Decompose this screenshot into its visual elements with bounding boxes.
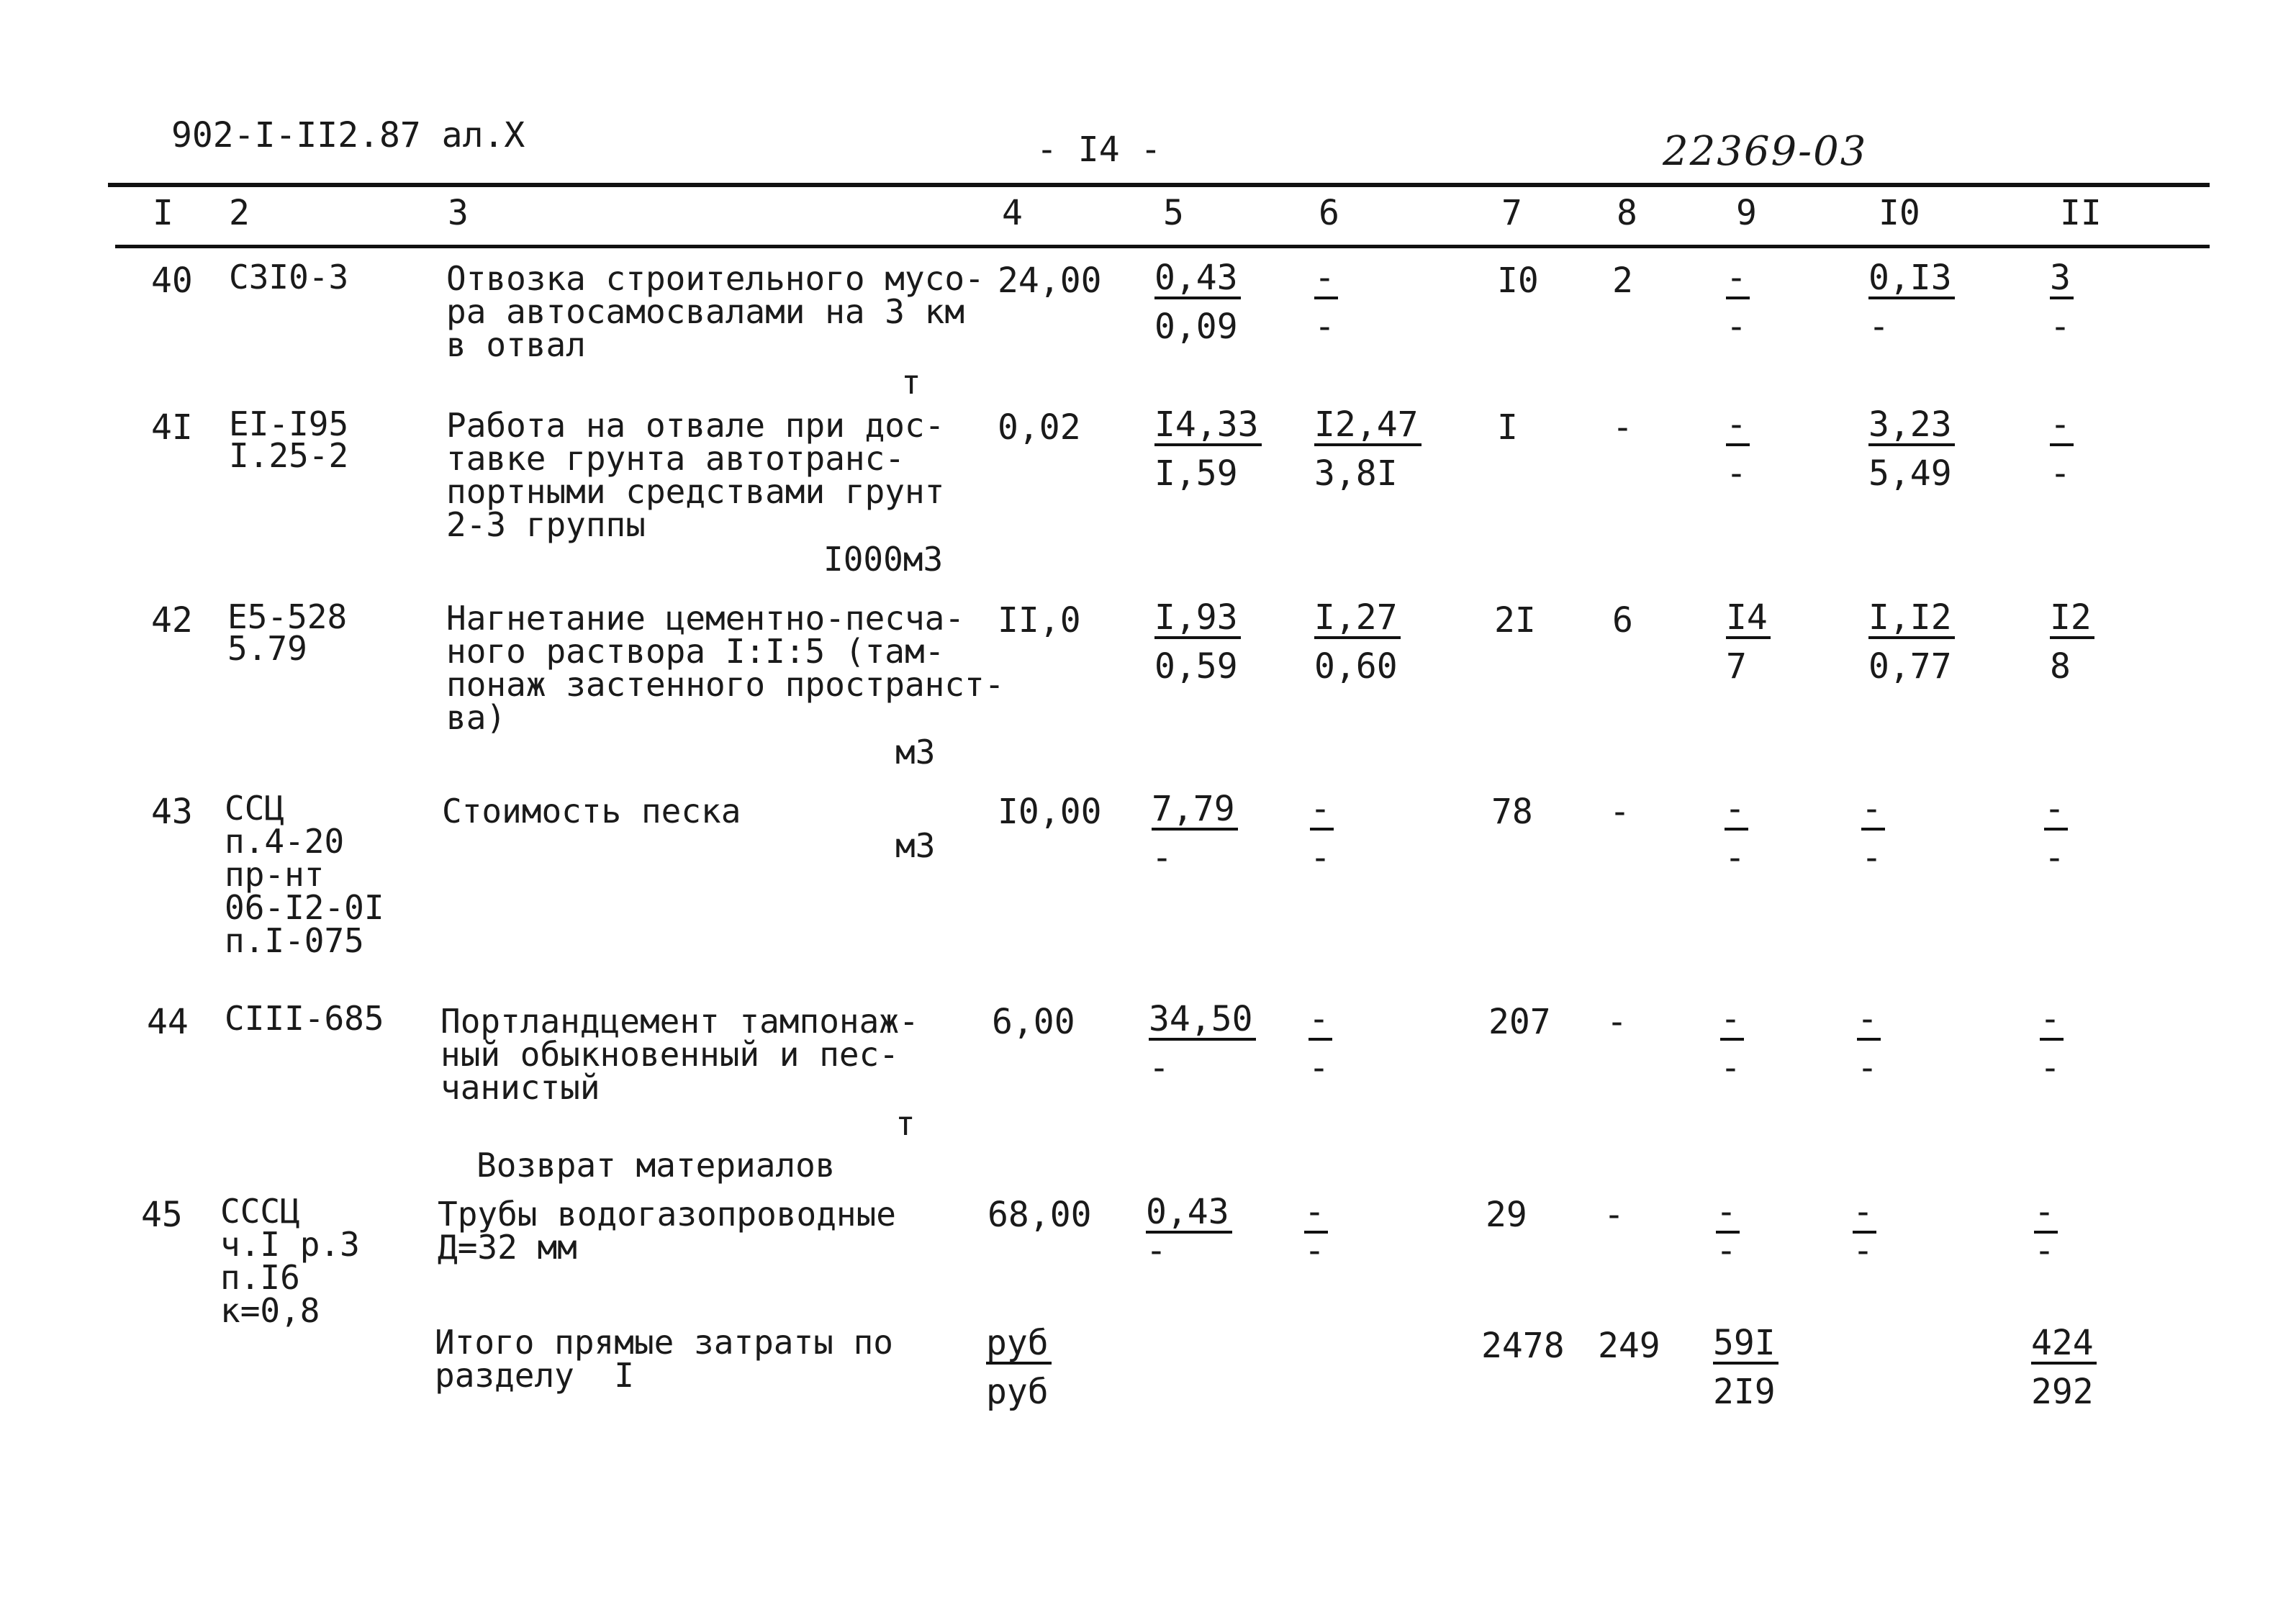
norm-code: к=0,8: [220, 1291, 320, 1330]
work-description: ный обыкновенный и пес-: [440, 1035, 899, 1074]
measure-unit: м3: [895, 826, 936, 865]
norm-code: п.I-075: [225, 921, 364, 960]
unit-cost-machines: - -: [1310, 792, 1334, 875]
work-description: портными средствами грунт: [446, 472, 945, 511]
work-description: Портландцемент тампонаж-: [440, 1002, 919, 1041]
quantity: 0,02: [998, 407, 1081, 448]
work-description: понаж застенного пространст-: [446, 665, 1005, 704]
total-cost: I0: [1497, 261, 1539, 301]
total-labor: - -: [2040, 1002, 2064, 1085]
unit-cost: 7,79 -: [1152, 792, 1238, 875]
col-header-9: 9: [1736, 193, 1757, 233]
total-labor-sum: $\frac{424}{292}$: [2031, 1326, 2097, 1409]
labor-cost: 6: [1612, 600, 1633, 641]
col-header-7: 7: [1501, 193, 1522, 233]
labor-cost: -: [1612, 407, 1633, 448]
document-code: 902-I-II2.87 ал.X: [171, 115, 525, 155]
labor-hours: - -: [1861, 792, 1885, 875]
total-labor: - -: [2034, 1195, 2058, 1268]
row-number: 44: [147, 1002, 189, 1042]
work-description: Д=32 мм: [438, 1228, 577, 1267]
machine-cost: - -: [1726, 407, 1750, 491]
unit-cost-machines: $\frac{I2,47}{3,8I}$: [1314, 407, 1422, 491]
norm-code: Е5-528: [227, 597, 348, 636]
quantity: 6,00: [992, 1002, 1075, 1042]
total-cost: 29: [1486, 1195, 1527, 1235]
quantity: I0,00: [998, 792, 1102, 832]
machine-cost: - -: [1726, 261, 1750, 344]
total-cost: 2I: [1494, 600, 1536, 641]
col-header-1: I: [153, 193, 173, 233]
col-header-3: 3: [448, 193, 469, 233]
measure-unit: м3: [895, 733, 936, 772]
unit-cost-machines: - -: [1304, 1195, 1328, 1268]
total-labor: 3 -: [2050, 261, 2074, 344]
col-header-5: 5: [1163, 193, 1184, 233]
labor-hours: 0,I3 -: [1868, 261, 1955, 344]
norm-code: СССЦ: [220, 1192, 300, 1231]
col-header-6: 6: [1319, 193, 1339, 233]
total-labor: $\frac{I2}{8}$: [2050, 600, 2094, 684]
total-labor: - -: [2044, 792, 2068, 875]
total-cost: 78: [1491, 792, 1533, 832]
total-unit: руб руб: [986, 1326, 1052, 1409]
labor-cost: -: [1606, 1002, 1627, 1042]
work-description: 2-3 группы: [446, 505, 646, 544]
work-description: ного раствора I:I:5 (там-: [446, 632, 945, 671]
total-description: разделу I: [435, 1356, 634, 1395]
norm-code: п.I6: [220, 1258, 300, 1297]
work-description: в отвал: [446, 325, 586, 364]
row-number: 43: [151, 792, 193, 832]
unit-cost: 0,43 -: [1146, 1195, 1232, 1268]
work-description: Нагнетание цементно-песча-: [446, 599, 965, 638]
labor-cost: 2: [1612, 261, 1633, 301]
work-description: Трубы водогазопроводные: [438, 1195, 896, 1234]
labor-cost: -: [1609, 792, 1630, 832]
top-rule: [108, 183, 2210, 187]
machine-cost-sum: $\frac{59I}{2I9}$: [1713, 1326, 1779, 1409]
labor-hours: - -: [1857, 1002, 1881, 1085]
col-header-4: 4: [1002, 193, 1023, 233]
work-description: чанистый: [440, 1068, 600, 1107]
machine-cost: - -: [1716, 1195, 1740, 1268]
unit-cost: $\frac{0,43}{0,09}$: [1154, 261, 1241, 344]
total-labor: - -: [2050, 407, 2074, 491]
work-description: тавке грунта автотранс-: [446, 439, 905, 478]
norm-code: ССЦ: [225, 789, 285, 828]
unit-cost: $\frac{I,93}{0,59}$: [1154, 600, 1241, 684]
machine-cost: - -: [1720, 1002, 1744, 1085]
machine-cost: - -: [1725, 792, 1748, 875]
row-number: 42: [151, 600, 193, 641]
norm-code: ч.I р.3: [220, 1225, 360, 1264]
col-header-11: II: [2060, 193, 2102, 233]
work-description: Стоимость песка: [442, 792, 741, 831]
norm-code: 5.79: [227, 629, 307, 668]
norm-code: С3I0-3: [229, 258, 349, 297]
unit-cost: 34,50 -: [1149, 1002, 1256, 1085]
measure-unit: т: [895, 1104, 916, 1143]
measure-unit: I000м3: [823, 540, 944, 579]
col-header-10: I0: [1879, 193, 1920, 233]
labor-hours: - -: [1853, 1195, 1876, 1268]
work-description: Работа на отвале при дос-: [446, 406, 945, 445]
labor-hours: $\frac{I,I2}{0,77}$: [1868, 600, 1955, 684]
row-number: 4I: [151, 407, 193, 448]
norm-code: пр-нт: [225, 855, 325, 894]
labor-hours: $\frac{3,23}{5,49}$: [1868, 407, 1955, 491]
total-cost-sum: 2478: [1481, 1326, 1565, 1366]
col-header-2: 2: [229, 193, 250, 233]
machine-cost: $\frac{I4}{7}$: [1726, 600, 1771, 684]
unit-cost-machines: - -: [1309, 1002, 1332, 1085]
measure-unit: т: [901, 363, 921, 402]
norm-code: СIII-685: [225, 999, 384, 1038]
norm-code: I.25-2: [229, 436, 349, 475]
total-description: Итого прямые затраты по: [435, 1323, 893, 1362]
row-number: 40: [151, 261, 193, 301]
norm-code: 06-I2-0I: [225, 888, 384, 927]
unit-cost-machines: $\frac{I,27}{0,60}$: [1314, 600, 1401, 684]
total-cost: I: [1497, 407, 1518, 448]
norm-code: п.4-20: [225, 822, 345, 861]
unit-cost-machines: - -: [1314, 261, 1338, 344]
row-number: 45: [141, 1195, 183, 1235]
quantity: 24,00: [998, 261, 1102, 301]
unit-cost: $\frac{I4,33}{I,59}$: [1154, 407, 1262, 491]
work-description: ва): [446, 698, 507, 737]
work-description: ра автосамосвалами на 3 км: [446, 292, 965, 331]
labor-cost-sum: 249: [1598, 1326, 1660, 1366]
work-description: Отвозка строительного мусо-: [446, 259, 985, 298]
page-number: - I4 -: [1036, 130, 1162, 170]
quantity: II,0: [998, 600, 1081, 641]
document-number: 22369-03: [1663, 128, 1868, 175]
section-heading: Возврат материалов: [476, 1146, 836, 1185]
col-header-8: 8: [1617, 193, 1637, 233]
header-bottom-rule: [115, 245, 2210, 248]
labor-cost: -: [1604, 1195, 1624, 1235]
total-cost: 207: [1488, 1002, 1551, 1042]
norm-code: ЕI-I95: [229, 404, 349, 443]
quantity: 68,00: [987, 1195, 1092, 1235]
